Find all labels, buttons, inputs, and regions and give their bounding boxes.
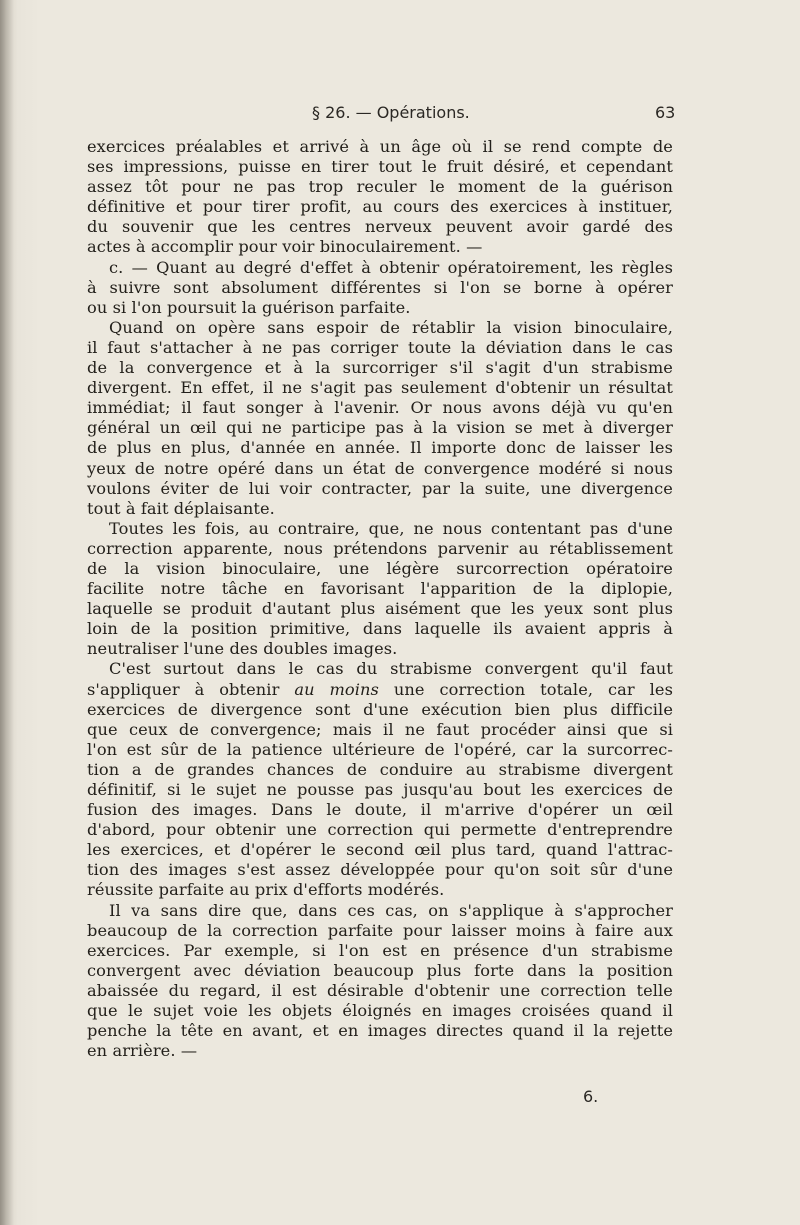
text-line: yeux de notre opéré dans un état de convergence modéré si nous bbox=[87, 458, 673, 478]
text-line: les exercices, et d'opérer le second œil plus tard, quand l'attrac- bbox=[87, 840, 673, 860]
text-line: correction apparente, nous prétendons parvenir au rétablissement bbox=[87, 538, 673, 558]
text-line: du souvenir que les centres nerveux peuvent avoir gardé des bbox=[87, 217, 673, 237]
text-line: ou si l'on poursuit la guérison parfaite. bbox=[87, 297, 411, 317]
text-line: beaucoup de la correction parfaite pour laisser moins à faire aux bbox=[87, 920, 673, 940]
running-head bbox=[0, 103, 800, 125]
text-line: C'est surtout dans le cas du strabisme convergent qu'il faut bbox=[109, 659, 673, 679]
text-line: divergent. En effet, il ne s'agit pas seulement d'obtenir un résultat bbox=[87, 378, 673, 398]
text-line: fusion des images. Dans le doute, il m'arrive d'opérer un œil bbox=[87, 800, 673, 820]
text-line: tion des images s'est assez développée pour qu'on soit sûr d'une bbox=[87, 860, 673, 880]
line-part: s'appliquer à obtenir bbox=[87, 679, 295, 699]
text-line: penche la tête en avant, et en images directes quand il la rejette bbox=[87, 1021, 673, 1041]
text-line: exercices préalables et arrivé à un âge où il se rend compte de bbox=[87, 137, 673, 156]
text-line: de plus en plus, d'année en année. Il importe donc de laisser les bbox=[87, 438, 673, 458]
page-gutter-shadow bbox=[0, 0, 14, 1225]
text-line: à suivre sont absolument différentes si l'on se borne à opérer bbox=[87, 277, 673, 297]
text-line: assez tôt pour ne pas trop reculer le moment de la guérison bbox=[87, 177, 673, 197]
text-line: définitive et pour tirer profit, au cours des exercices à instituer, bbox=[87, 197, 673, 217]
text-line: que le sujet voie les objets éloignés en images croisées quand il bbox=[87, 1001, 673, 1021]
text-line: tion a de grandes chances de conduire au strabisme divergent bbox=[87, 759, 673, 779]
text-line: convergent avec déviation beaucoup plus forte dans la position bbox=[87, 960, 673, 980]
text-line: c. — Quant au degré d'effet à obtenir opératoirement, les règles bbox=[109, 257, 673, 277]
text-line: voulons éviter de lui voir contracter, par la suite, une divergence bbox=[87, 478, 673, 498]
text-line: il faut s'attacher à ne pas corriger toute la déviation dans le cas bbox=[87, 337, 673, 357]
text-line: neutraliser l'une des doubles images. bbox=[87, 639, 398, 659]
text-line: que ceux de convergence; mais il ne faut procéder ainsi que si bbox=[87, 719, 673, 739]
text-line: réussite parfaite au prix d'efforts modérés. bbox=[87, 880, 445, 900]
text-line: Il va sans dire que, dans ces cas, on s'applique à s'approcher bbox=[109, 900, 673, 920]
text-line: en arrière. — bbox=[87, 1041, 198, 1061]
italic-phrase: au moins bbox=[294, 679, 379, 699]
text-line: abaissée du regard, il est désirable d'obtenir une correction telle bbox=[87, 980, 673, 1000]
line-part: une correction totale, car les bbox=[378, 679, 674, 699]
text-line: ses impressions, puisse en tirer tout le fruit désiré, et cependant bbox=[87, 157, 673, 177]
page-number: 63 bbox=[655, 103, 676, 122]
text-line: Toutes les fois, au contraire, que, ne nous contentant pas d'une bbox=[109, 518, 673, 538]
text-line: exercices. Par exemple, si l'on est en présence d'un strabisme bbox=[87, 940, 673, 960]
text-line: loin de la position primitive, dans laquelle ils avaient appris à bbox=[87, 619, 673, 639]
body-text bbox=[87, 137, 673, 1061]
text-line-with-italic bbox=[87, 680, 673, 700]
text-line: laquelle se produit d'autant plus aisément que les yeux sont plus bbox=[87, 599, 673, 619]
text-line: facilite notre tâche en favorisant l'apparition de la diplopie, bbox=[87, 579, 673, 599]
text-line: tout à fait déplaisante. bbox=[87, 498, 275, 518]
text-line: exercices de divergence sont d'une exécution bien plus difficile bbox=[87, 699, 673, 719]
text-line: définitif, si le sujet ne pousse pas jusqu'au bout les exercices de bbox=[87, 780, 673, 799]
text-line: de la convergence et à la surcorriger s'il s'agit d'un strabisme bbox=[87, 358, 673, 378]
running-head-title: § 26. — Opérations. bbox=[312, 103, 470, 122]
text-line: l'on est sûr de la patience ultérieure de l'opéré, car la surcorrec- bbox=[87, 739, 673, 759]
text-line: immédiat; il faut songer à l'avenir. Or nous avons déjà vu qu'en bbox=[87, 398, 673, 418]
text-line: de la vision binoculaire, une légère surcorrection opératoire bbox=[87, 558, 673, 578]
signature-mark: 6. bbox=[583, 1087, 599, 1106]
text-line: d'abord, pour obtenir une correction qui permette d'entreprendre bbox=[87, 820, 673, 840]
text-line: actes à accomplir pour voir binoculairement. — bbox=[87, 237, 483, 257]
text-line: Quand on opère sans espoir de rétablir la vision binoculaire, bbox=[109, 317, 673, 337]
text-line: général un œil qui ne participe pas à la vision se met à diverger bbox=[87, 418, 673, 438]
